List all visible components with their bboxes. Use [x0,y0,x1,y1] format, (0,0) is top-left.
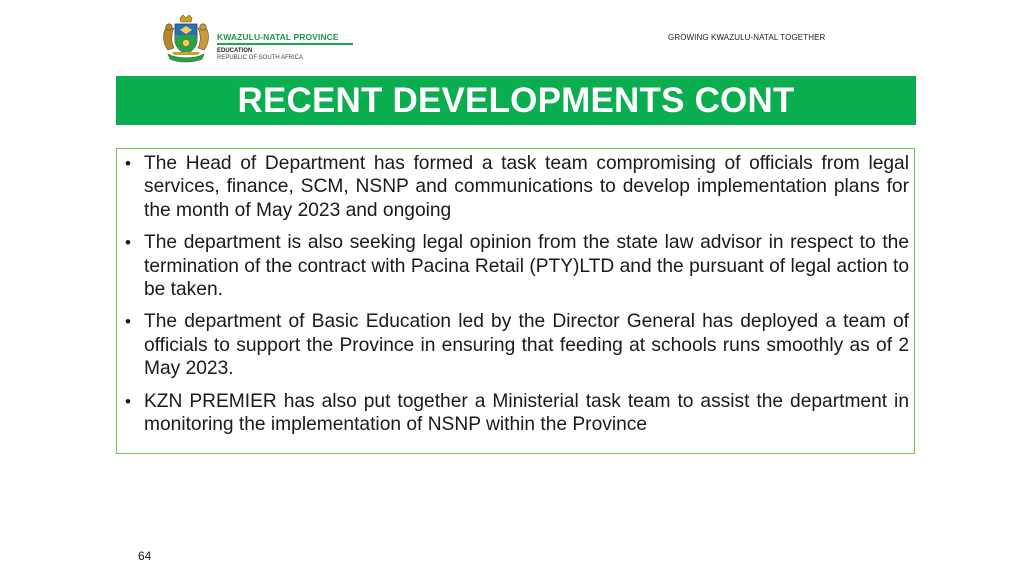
bullet-item [125,390,909,437]
bullet-item [125,231,909,301]
province-name: KWAZULU-NATAL PROVINCE [217,32,339,42]
coat-of-arms-icon [160,14,212,64]
title-bar [116,76,916,125]
logo-divider [217,43,353,45]
bullet-item [125,310,909,380]
bullet-icon: • [125,154,131,173]
content-box [116,148,915,454]
slide-title: RECENT DEVELOPMENTS CONT [237,81,795,120]
bullet-text: The Head of Department has formed a task team compromising of officials from legal services, finance, SCM, NSNP and communications to develop implementation plans for the month of May 2023 and ongoing [144,153,909,221]
kzn-education-logo [160,14,360,64]
department-name: EDUCATION [217,48,253,54]
bullet-text: The department of Basic Education led by the Director General has deployed a team of officials to support the Province in ensuring that feeding at schools runs smoothly as of 2 May 2023. [144,311,909,380]
bullet-item [125,152,909,222]
bullet-list [125,152,909,445]
bullet-icon: • [125,233,131,253]
page-number: 64 [138,549,152,563]
logo-text [217,32,367,62]
tagline: GROWING KWAZULU-NATAL TOGETHER [668,33,826,42]
bullet-icon: • [125,391,131,411]
bullet-icon: • [125,312,131,332]
country-name: REPUBLIC OF SOUTH AFRICA [217,55,304,61]
bullet-text: KZN PREMIER has also put together a Ministerial task team to assist the department in monitoring the implementation of NSNP within the Province [144,390,909,436]
bullet-text: The department is also seeking legal opinion from the state law advisor in respect to the termination of the contract with Pacina Retail (PTY)LTD and the pursuant of legal action to be taken. [144,232,909,301]
